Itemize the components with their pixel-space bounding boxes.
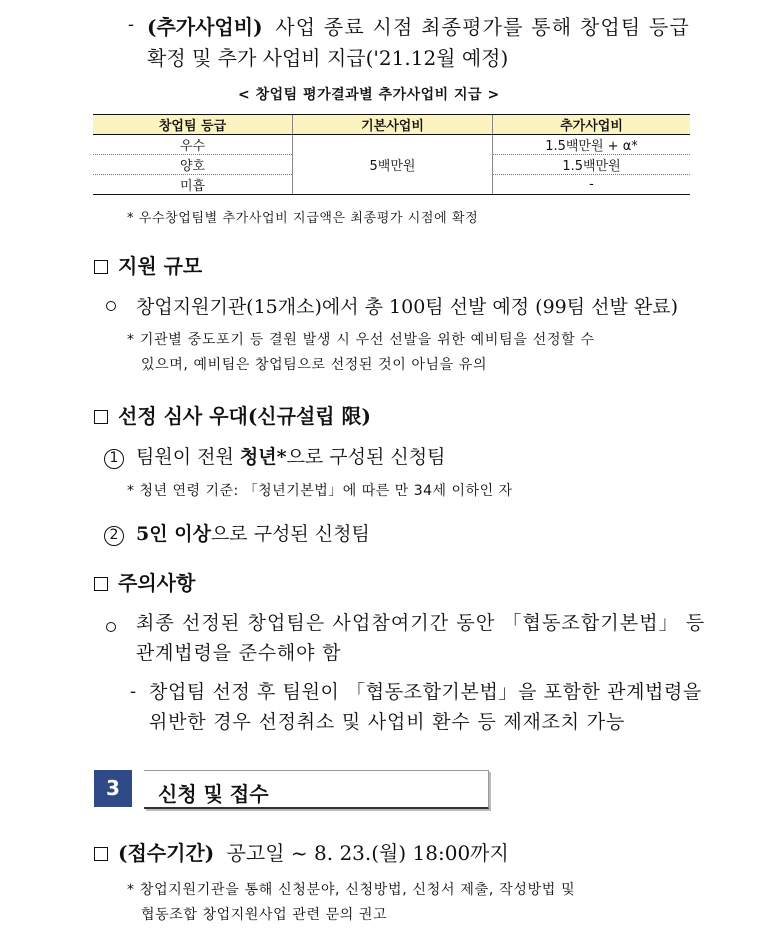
checkbox-square-icon: [94, 577, 108, 591]
section-title: 신청 및 접수: [158, 782, 269, 806]
extra-cell: 1.5백만원 + α*: [493, 135, 691, 155]
grade-cell: 우수: [93, 135, 293, 155]
caution-bullet-line1: [136, 608, 706, 635]
scale-note-line1: * 기관별 중도포기 등 결원 발생 시 우선 선발을 위한 예비팀을 선정할 수: [127, 332, 595, 348]
scale-heading: [94, 250, 202, 279]
grade-cell: 미흡: [93, 175, 293, 195]
caution-sub-line1: 창업팀 선정 후 팀원이 「협동조합기본법」을 포함한 관계법령을: [149, 681, 702, 703]
caution-bullet-line2: 관계법령을 준수해야 함: [136, 642, 342, 664]
dash-marker: -: [130, 681, 137, 702]
table-caption: < 창업팀 평가결과별 추가사업비 지급 >: [238, 87, 500, 103]
scale-heading-text: 지원 규모: [118, 254, 203, 278]
block1-line1: [147, 11, 690, 40]
period-text: 공고일 ~ 8. 23.(월) 18:00까지: [226, 841, 509, 865]
pref-item2-bold: 5인 이상: [136, 523, 211, 545]
pref-item2-post: 으로 구성된 신청팀: [210, 523, 370, 545]
checkbox-square-icon: [94, 260, 108, 274]
section-number-badge: 3: [94, 770, 132, 807]
pref-heading: [94, 400, 371, 429]
caution-sub-line2: 위반한 경우 선정취소 및 사업비 환수 등 제재조치 가능: [149, 711, 626, 733]
pref-item1-post: 으로 구성된 신청팀: [286, 446, 446, 468]
block1-line1-bold: (추가사업비): [147, 15, 263, 39]
pref-item1-pre: 팀원이 전원: [136, 446, 234, 468]
block1-line1-rest: 사업 종료 시점 최종평가를 통해 창업팀 등급: [275, 15, 690, 39]
caution-bullet-line1-text: 최종 선정된 창업팀은 사업참여기간 동안 「협동조합기본법」 등: [136, 612, 706, 634]
scale-bullet-text: 창업지원기관(15개소)에서 총 100팀 선발 예정 (99팀 선발 완료): [136, 296, 679, 318]
circle-bullet-icon: [106, 301, 116, 311]
scale-note-line2: 있으며, 예비팀은 창업팀으로 선정된 것이 아님을 유의: [141, 357, 488, 373]
extra-cell: 1.5백만원: [493, 155, 691, 175]
block1-line2: 확정 및 추가 사업비 지급('21.12월 예정): [147, 46, 509, 70]
period-note-line2: 협동조합 창업지원사업 관련 문의 권고: [141, 907, 388, 923]
pref-item2: [104, 519, 370, 546]
period-note-line1: * 창업지원기관을 통해 신청분야, 신청방법, 신청서 제출, 작성방법 및: [127, 882, 576, 898]
dash-marker: -: [128, 14, 135, 35]
caution-heading-text: 주의사항: [118, 571, 196, 595]
table-header-row: [93, 115, 690, 135]
grade-table: [93, 114, 690, 195]
circle-bullet-icon: [106, 622, 116, 632]
caution-heading: [94, 567, 195, 596]
header-base: 기본사업비: [293, 115, 493, 135]
checkbox-square-icon: [94, 847, 108, 861]
pref-item1-bold: 청년*: [239, 446, 287, 468]
header-grade: 창업팀 등급: [93, 115, 293, 135]
grade-cell: 양호: [93, 155, 293, 175]
table-row: [93, 135, 690, 155]
caution-bullet-marker: [106, 617, 116, 639]
note-extra-budget: * 우수창업팀별 추가사업비 지급액은 최종평가 시점에 확정: [127, 211, 479, 226]
pref-heading-text: 선정 심사 우대(신규설립 限): [118, 404, 372, 428]
pref-item1: [104, 442, 445, 469]
pref-item1-note: * 청년 연령 기준: 「청년기본법」에 따른 만 34세 이하인 자: [127, 483, 513, 499]
period-line: [94, 837, 509, 866]
circled-number-1: 1: [104, 449, 124, 469]
scale-bullet: [106, 292, 678, 319]
base-cell: 5백만원: [293, 135, 493, 195]
checkbox-square-icon: [94, 410, 108, 424]
header-extra: 추가사업비: [493, 115, 691, 135]
period-label: (접수기간): [118, 841, 215, 865]
section-title-box: [144, 770, 489, 809]
circled-number-2: 2: [104, 526, 124, 546]
extra-cell: -: [493, 175, 691, 195]
